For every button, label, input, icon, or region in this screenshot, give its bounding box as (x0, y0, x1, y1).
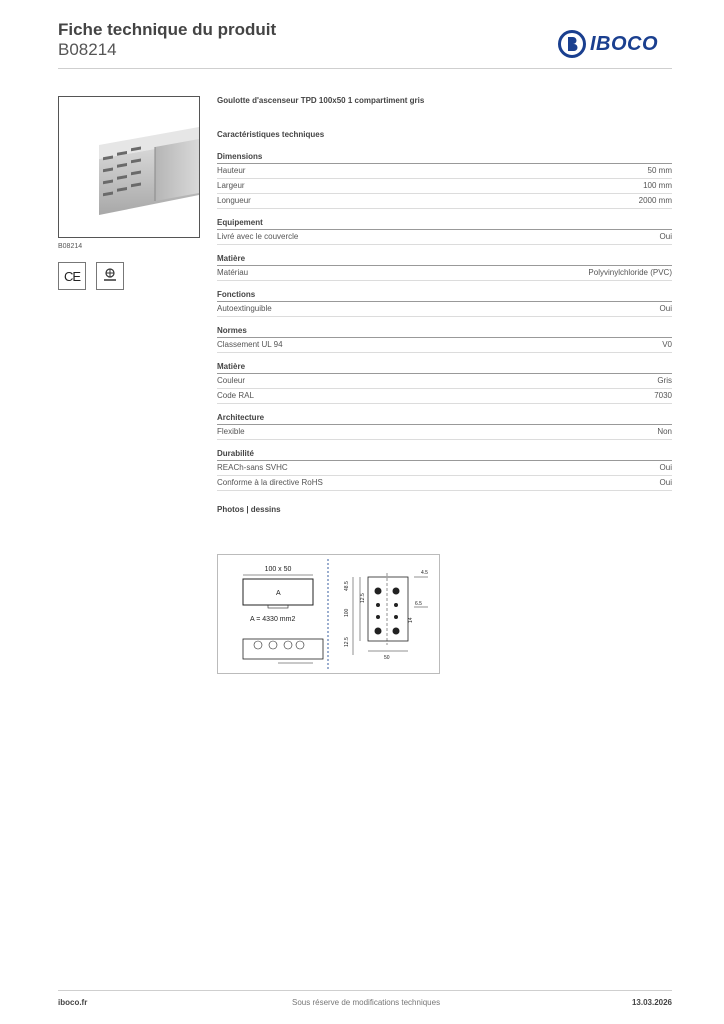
spec-label: Longueur (217, 196, 251, 205)
photo-caption: B08214 (58, 243, 83, 250)
spec-section-title: Normes (217, 326, 672, 338)
spec-label: REACh-sans SVHC (217, 463, 288, 472)
iboco-logo-icon (558, 30, 586, 58)
spec-section (217, 449, 672, 491)
spec-row (217, 461, 672, 476)
logo-text: IBOCO (590, 32, 659, 55)
spec-section-title: Durabilité (217, 449, 672, 461)
spec-section-title: Equipement (217, 218, 672, 230)
dim-small: 14 (408, 617, 414, 623)
spec-section-title: Architecture (217, 413, 672, 425)
spec-value: Non (657, 427, 672, 436)
technical-drawing (217, 554, 440, 674)
product-details (217, 96, 672, 514)
dim-left-top: 48.5 (344, 581, 350, 591)
spec-section (217, 152, 672, 209)
dim-inner: 12.5 (360, 593, 366, 603)
spec-label: Conforme à la directive RoHS (217, 478, 323, 487)
footer-date: 13.03.2026 (631, 998, 672, 1007)
spec-sections (217, 152, 672, 491)
dim-left-mid: 100 (344, 608, 350, 617)
ce-mark-text: CE (63, 268, 81, 284)
spec-section (217, 326, 672, 353)
footer-divider (58, 990, 672, 991)
spec-row (217, 230, 672, 245)
spec-label: Code RAL (217, 391, 254, 400)
spec-label: Classement UL 94 (217, 340, 283, 349)
spec-value: 2000 mm (638, 196, 672, 205)
spec-row (217, 389, 672, 404)
cable-duct-image (59, 97, 199, 237)
spec-row (217, 164, 672, 179)
spec-value: Oui (659, 478, 672, 487)
drawing-area-value: A = 4330 mm2 (250, 616, 296, 623)
spec-row (217, 194, 672, 209)
brand-logo (558, 28, 658, 60)
spec-section-title: Matière (217, 254, 672, 266)
spec-row (217, 338, 672, 353)
spec-value: Oui (659, 463, 672, 472)
dim-right: 6.5 (415, 601, 422, 607)
drawing-area-label: A (276, 590, 281, 597)
certification-seal-icon (96, 262, 124, 290)
spec-label: Hauteur (217, 166, 246, 175)
spec-label: Largeur (217, 181, 245, 190)
footer-site-link[interactable]: iboco.fr (58, 998, 88, 1007)
header-divider (58, 68, 672, 69)
dim-bottom: 50 (384, 655, 390, 661)
page-title: Fiche technique du produit (58, 20, 277, 39)
spec-label: Autoextinguible (217, 304, 272, 313)
product-reference: B08214 (58, 40, 117, 59)
spec-section (217, 362, 672, 404)
spec-value: Gris (657, 376, 672, 385)
spec-row (217, 302, 672, 317)
spec-row (217, 266, 672, 281)
product-photo (58, 96, 200, 238)
spec-value: Polyvinylchloride (PVC) (588, 268, 672, 277)
tech-specs-title: Caractéristiques techniques (217, 130, 325, 139)
spec-row (217, 179, 672, 194)
spec-value: 7030 (654, 391, 672, 400)
spec-label: Matériau (217, 268, 249, 277)
dim-left-bottom: 12.5 (344, 637, 350, 647)
spec-section (217, 218, 672, 245)
spec-section (217, 254, 672, 281)
spec-row (217, 374, 672, 389)
spec-row (217, 476, 672, 491)
dim-top: 4.5 (421, 570, 428, 576)
spec-section (217, 290, 672, 317)
footer-notice: Sous réserve de modifications techniques (292, 998, 441, 1007)
spec-value: Oui (659, 304, 672, 313)
spec-value: Oui (659, 232, 672, 241)
spec-section-title: Matière (217, 362, 672, 374)
spec-value: 50 mm (647, 166, 672, 175)
spec-label: Livré avec le couvercle (217, 232, 299, 241)
photos-title: Photos | dessins (217, 505, 281, 514)
spec-label: Couleur (217, 376, 246, 385)
spec-value: 100 mm (643, 181, 672, 190)
drawing-dims-label: 100 x 50 (264, 566, 292, 573)
product-name: Goulotte d'ascenseur TPD 100x50 1 compartiment gris (217, 96, 425, 105)
dimension-drawing (218, 555, 439, 673)
spec-section (217, 413, 672, 440)
spec-section-title: Dimensions (217, 152, 672, 164)
spec-section-title: Fonctions (217, 290, 672, 302)
ce-mark-icon (58, 262, 86, 290)
spec-label: Flexible (217, 427, 245, 436)
spec-value: V0 (662, 340, 672, 349)
spec-row (217, 425, 672, 440)
